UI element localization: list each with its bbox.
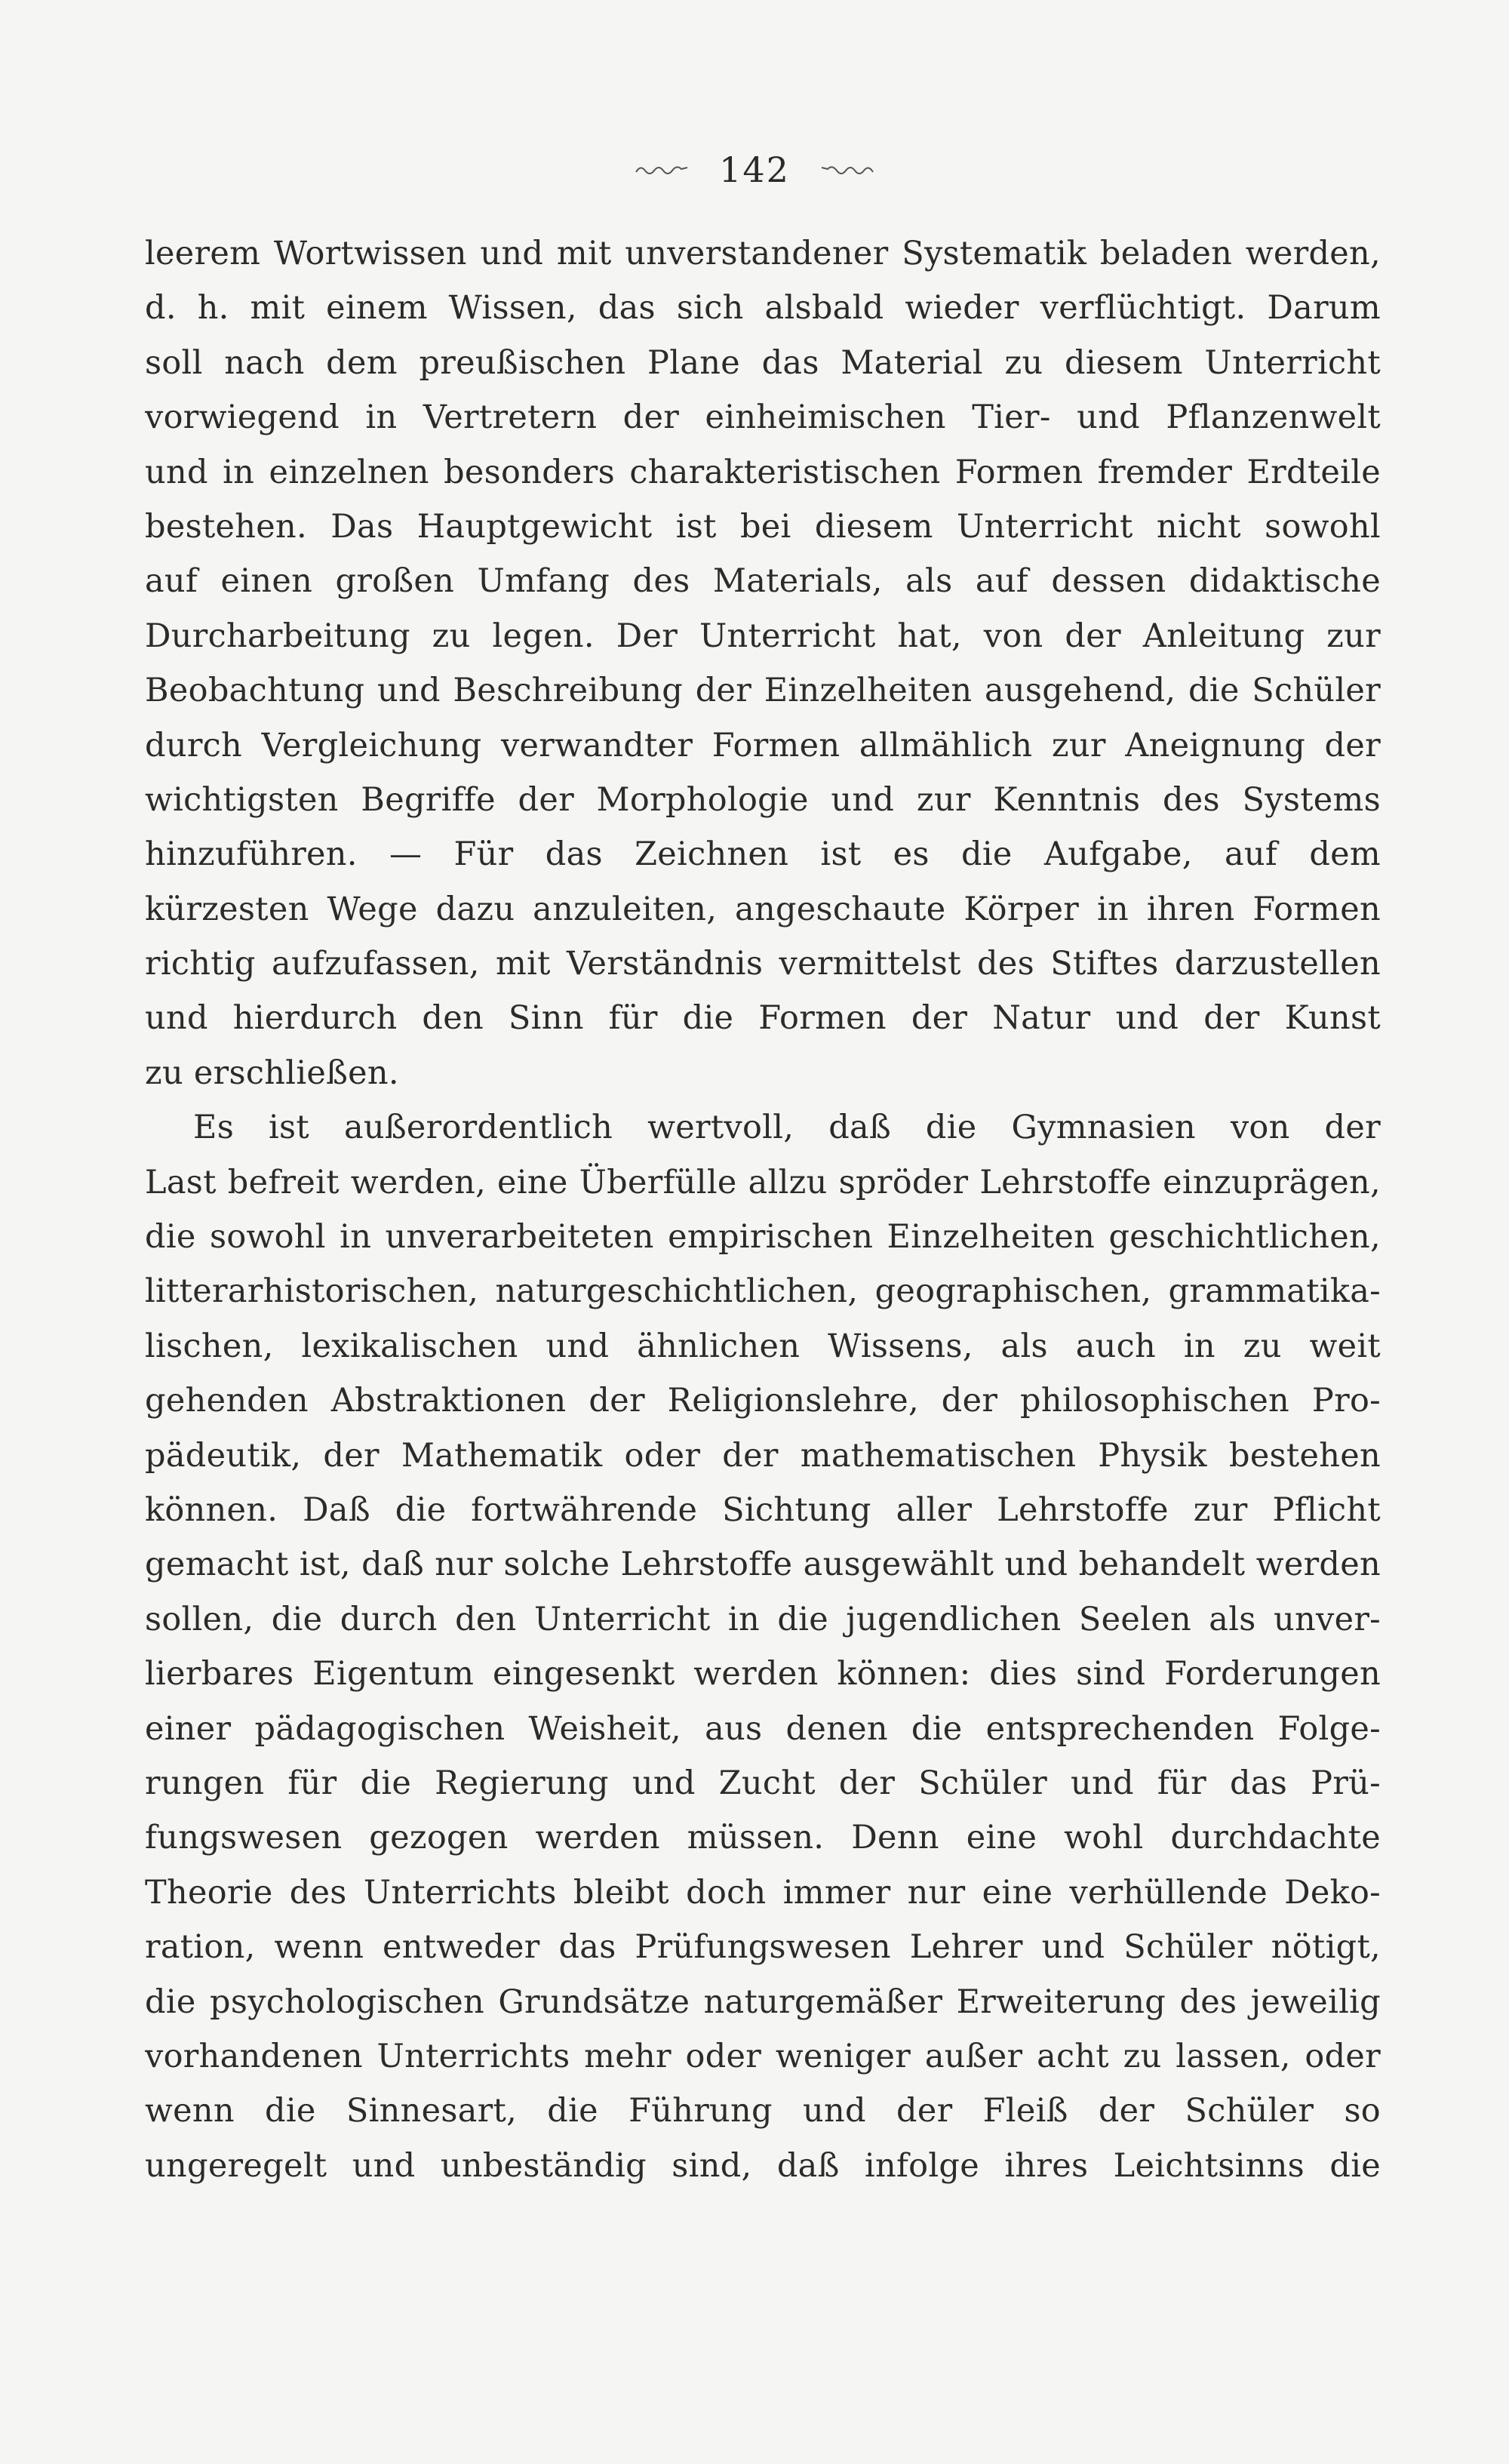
text-line: gehenden Abstraktionen der Religionslehre, der philosophischen Pro- <box>145 1382 1381 1420</box>
text-line: hinzuführen. — Für das Zeichnen ist es die Aufgabe, auf dem <box>145 835 1381 874</box>
text-line: ration, wenn entweder das Prüfungswesen Lehrer und Schüler nötigt, <box>145 1928 1381 1967</box>
paragraph-end-line: zu erschließen. <box>145 1054 399 1092</box>
text-line: pädeutik, der Mathematik oder der mathematischen Physik bestehen <box>145 1436 1381 1475</box>
text-line: und hierdurch den Sinn für die Formen der Natur und der Kunst <box>145 999 1381 1038</box>
page-header <box>0 143 1509 196</box>
text-line: gemacht ist, daß nur solche Lehrstoffe ausgewählt und behandelt werden <box>145 1546 1381 1584</box>
text-line: bestehen. Das Hauptgewicht ist bei diesem Unterricht nicht sowohl <box>145 507 1381 546</box>
text-line: Durcharbeitung zu legen. Der Unterricht hat, von der Anleitung zur <box>145 617 1381 655</box>
text-line: kürzesten Wege dazu anzuleiten, angeschaute Körper in ihren Formen <box>145 890 1381 928</box>
text-line: rungen für die Regierung und Zucht der Schüler und für das Prü- <box>145 1764 1381 1802</box>
text-line: können. Daß die fortwährende Sichtung aller Lehrstoffe zur Pflicht <box>145 1490 1381 1529</box>
page-number: 142 <box>719 149 790 190</box>
text-line: d. h. mit einem Wissen, das sich alsbald wieder verflüchtigt. Darum <box>145 289 1381 328</box>
text-line: ungeregelt und unbeständig sind, daß infolge ihres Leichtsinns die <box>145 2146 1381 2185</box>
text-line: einer pädagogischen Weisheit, aus denen die entsprechenden Folge- <box>145 1709 1381 1748</box>
text-line: leerem Wortwissen und mit unverstandener Systematik beladen werden, <box>145 235 1381 272</box>
text-line: wichtigsten Begriffe der Morphologie und zur Kenntnis des Systems <box>145 780 1381 819</box>
text-line: auf einen großen Umfang des Materials, als auf dessen didaktische <box>145 562 1381 601</box>
text-line: und in einzelnen besonders charakteristischen Formen fremder Erdteile <box>145 453 1381 491</box>
text-line: vorhandenen Unterrichts mehr oder weniger außer acht zu lassen, oder <box>145 2037 1381 2075</box>
text-line: soll nach dem preußischen Plane das Material zu diesem Unterricht <box>145 343 1381 382</box>
text-line: die sowohl in unverarbeiteten empirischen Einzelheiten geschichtlichen, <box>145 1218 1381 1257</box>
text-line: litterarhistorischen, naturgeschichtlichen, geographischen, grammatika- <box>145 1272 1381 1311</box>
body-text <box>145 226 1381 2193</box>
text-line: Last befreit werden, eine Überfülle allzu spröder Lehrstoffe einzuprägen, <box>145 1163 1381 1201</box>
right-flourish-icon <box>820 161 874 178</box>
text-line: vorwiegend in Vertretern der einheimischen Tier- und Pflanzenwelt <box>145 398 1381 437</box>
text-line: Beobachtung und Beschreibung der Einzelheiten ausgehend, die Schüler <box>145 672 1381 710</box>
text-line: fungswesen gezogen werden müssen. Denn eine wohl durchdachte <box>145 1819 1381 1857</box>
text-line: die psychologischen Grundsätze naturgemäßer Erweiterung des jeweilig <box>145 1983 1381 2021</box>
text-line: lierbares Eigentum eingesenkt werden können: dies sind Forderungen <box>145 1655 1381 1693</box>
text-line: Theorie des Unterrichts bleibt doch immer nur eine verhüllende Deko- <box>145 1873 1381 1912</box>
text-line: lischen, lexikalischen und ähnlichen Wissens, als auch in zu weit <box>145 1327 1381 1365</box>
text-line: durch Vergleichung verwandter Formen allmählich zur Aneignung der <box>145 726 1381 764</box>
left-flourish-icon <box>635 161 689 178</box>
text-line: wenn die Sinnesart, die Führung und der Fleiß der Schüler so <box>145 2092 1381 2130</box>
text-line: richtig aufzufassen, mit Verständnis vermittelst des Stiftes darzustellen <box>145 945 1381 983</box>
paragraph-start-line: Es ist außerordentlich wertvoll, daß die Gymnasien von der <box>193 1109 1381 1147</box>
text-line: sollen, die durch den Unterricht in die jugendlichen Seelen als unver- <box>145 1600 1381 1638</box>
